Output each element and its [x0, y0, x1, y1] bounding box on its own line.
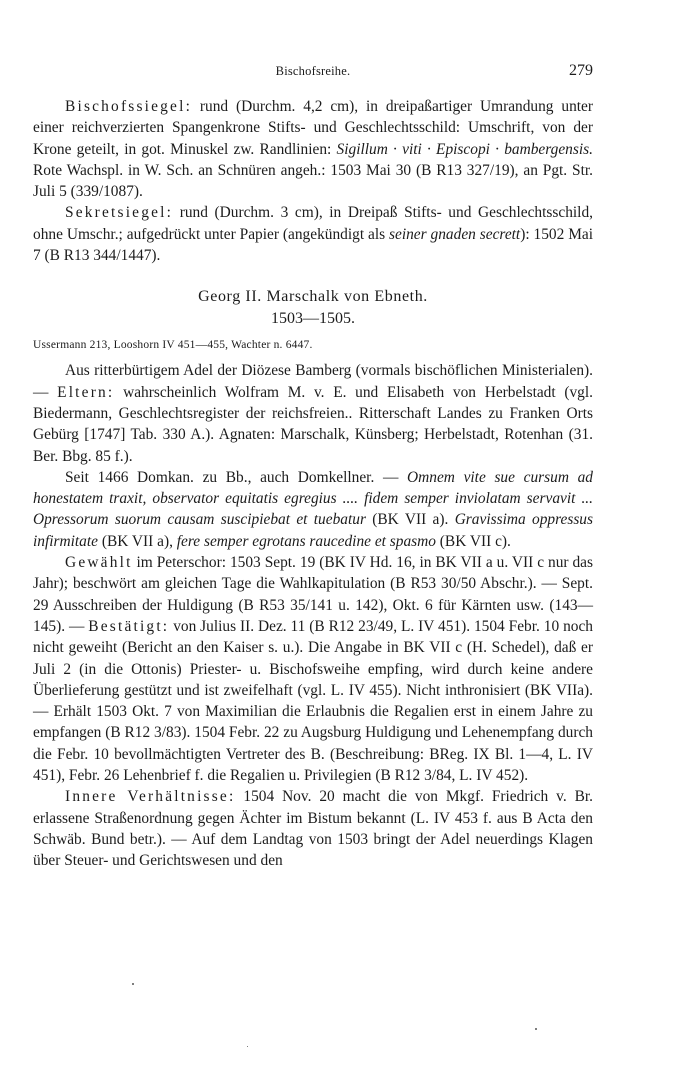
italic-quote: seiner gnaden secrett: [389, 225, 521, 243]
paragraph-sekretsiegel: [33, 202, 593, 266]
text-segment: rund (Durchm. 3 cm), in Dreipaß Stifts- und Geschlechtsschild, ohne Umschr.; aufgedrückt unter Papier (angekündigt als: [33, 204, 593, 243]
seal-inscription: Sigillum · viti · Episcopi · bambergensis.: [336, 140, 593, 158]
text-segment: Seit 1466 Domkan. zu Bb., auch Domkellner. —: [65, 468, 408, 486]
label-gewaehlt: Gewählt: [65, 554, 133, 572]
paragraph-election: [33, 552, 593, 786]
label-sekretsiegel: Sekretsiegel:: [65, 204, 174, 222]
text-segment: (BK VII a).: [365, 511, 455, 529]
text-segment: Aus ritterbürtigem Adel der Diözese Bamberg (vormals bischöflichen Ministerialen). —: [33, 362, 593, 401]
running-header: [33, 62, 593, 84]
running-title: Bischofsreihe.: [275, 64, 351, 78]
paragraph-career: [33, 467, 593, 552]
scan-speck: [535, 1028, 537, 1030]
text-segment: (BK VII a),: [97, 532, 177, 550]
text-segment: 1504 Nov. 20 macht die von Mkgf. Friedrich v. Br. erlassene Straßenordnung gegen Ächter im Bistum bekannt (L. IV 453 f. aus B Acta den Schwäb. Bund betr.). — Auf dem Landtag von 1503 bringt der Adel neuerdings Klagen über Steuer- und Gerichtswesen und den: [33, 788, 594, 870]
italic-quote: Gravissima oppressus infirmitate: [33, 511, 593, 550]
label-eltern: Eltern:: [57, 383, 115, 401]
text-segment: ): 1502 Mai 7 (B R13 344/1447).: [33, 225, 593, 265]
source-references: Ussermann 213, Looshorn IV 451—455, Wachter n. 6447.: [33, 339, 313, 352]
paragraph-bischofssiegel: [33, 96, 593, 202]
text-segment: im Peterschor: 1503 Sept. 19 (BK IV Hd. 16, in BK VII a u. VII c nur das Jahr); beschwört am gleichen Tage die Wahlkapitulation (B R53 30/50 Abschr.). — Sept. 29 Ausschreiben der Huldigung (B R53 35/141 u. 142), Okt. 6 für Kärnten usw. (143—145). —: [33, 554, 593, 635]
text-segment: rund (Durchm. 4,2 cm), in dreipaßartiger Umrandung unter einer reichverzierten Spangenkrone Stifts- und Geschlechtsschild: Umschrift, von der Krone geteilt, in got. Minuskel zw. Randlinien:: [33, 98, 593, 158]
page-body: [33, 96, 593, 872]
scan-speck: [247, 1046, 248, 1047]
italic-quote: Omnem vite sue cursum ad honestatem traxit, observator equitatis egregius .... fidem semper inviolatam servavit ... Opressorum suorum causam suscipiebat et tuebatur: [33, 468, 593, 529]
text-segment: (BK VII c).: [435, 532, 511, 550]
bishop-heading: Georg II. Marschalk von Ebneth.: [198, 288, 428, 306]
paragraph-origin: [33, 360, 593, 466]
text-segment: Rote Wachspl. in W. Sch. an Schnüren angeh.: 1503 Mai 30 (B R13 327/19), an Pgt. Str. Juli 5 (339/1087).: [33, 161, 593, 201]
text-segment: wahrscheinlich Wolfram M. v. E. und Elisabeth von Herbelstadt (vgl. Biedermann, Geschlechtsregister der reichsfreien.. Ritterschaft Landes zu Franken Orts Gebürg [1747] Tab. 330 A.). Agnaten: Marschalk, Künsberg; Herbelstadt, Rotenhan (31. Ber. Bbg. 85 f.).: [33, 383, 593, 465]
scan-speck: [132, 983, 134, 985]
bishop-years: 1503—1505.: [271, 310, 355, 328]
text-segment: von Julius II. Dez. 11 (B R12 23/49, L. IV 451). 1504 Febr. 10 noch nicht geweiht (Bericht an den Kaiser s. u.). Die Angabe in BK VII c (H. Schedel), daß er Juli 2 (in die Ottonis) Priester- u. Bischofsweihe empfing, wird durch keine andere Überlieferung gestützt und ist zweifelhaft (vgl. L. IV 455). Nicht inthronisiert (BK VIIa). — Erhält 1503 Okt. 7 von Maximilian die Erlaubnis die Regalien erst in einem Jahre zu empfangen (B R12 3/83). 1504 Febr. 22 zu Augsburg Huldigung und Lehenempfang durch die Febr. 10 bevollmächtigten Vertreter des B. (Beschreibung: BReg. IX Bl. 1—4, L. IV 451), Febr. 26 Lehenbrief f. die Regalien u. Privilegien (B R12 3/84, L. IV 452).: [33, 617, 593, 785]
label-bischofssiegel: Bischofssiegel:: [65, 98, 193, 115]
italic-quote: fere semper egrotans raucedine et spasmo: [176, 532, 436, 550]
paragraph-inner-affairs: [33, 786, 593, 871]
label-bestaetigt: Bestätigt:: [88, 617, 170, 635]
label-innere-verhaeltnisse: Innere Verhältnisse:: [65, 788, 236, 806]
page-number: 279: [569, 62, 593, 79]
